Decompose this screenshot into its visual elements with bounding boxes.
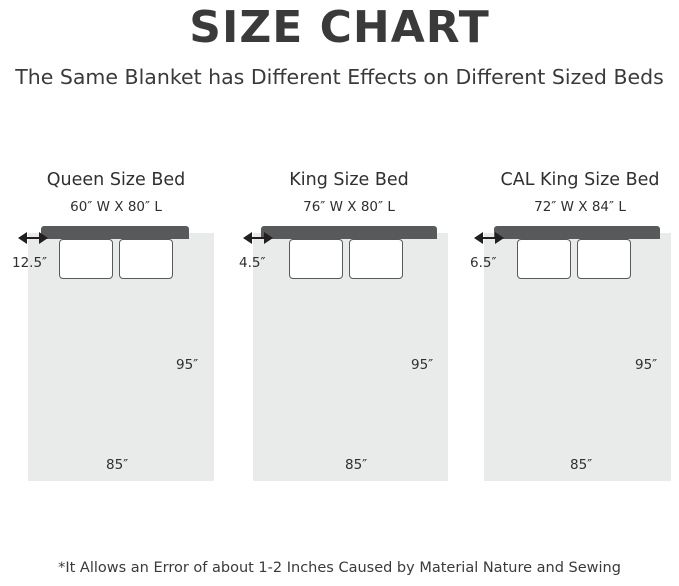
blanket-width-label: 85″ xyxy=(570,457,593,473)
bed-dimensions: 76″ W X 80″ L xyxy=(303,199,395,215)
blanket-width-label: 85″ xyxy=(345,457,368,473)
footnote: *It Allows an Error of about 1-2 Inches Caused by Material Nature and Sewing xyxy=(58,560,621,576)
overhang-label: 6.5″ xyxy=(470,255,497,271)
bed-name: CAL King Size Bed xyxy=(500,170,660,190)
pillow-left xyxy=(59,239,113,279)
blanket-length-label: 95″ xyxy=(411,357,434,373)
bed-name: Queen Size Bed xyxy=(46,170,186,190)
overhang-label: 4.5″ xyxy=(239,255,266,271)
headboard xyxy=(494,226,660,239)
overhang-label: 12.5″ xyxy=(12,255,48,271)
bed-name: King Size Bed xyxy=(289,170,409,190)
page-subtitle: The Same Blanket has Different Effects on Different Sized Beds xyxy=(15,65,664,89)
overhang-arrow-icon xyxy=(474,232,504,244)
pillow-right xyxy=(119,239,173,279)
blanket-length-label: 95″ xyxy=(635,357,658,373)
headboard xyxy=(41,226,189,239)
bed-panel-king xyxy=(239,160,459,500)
bed-panel-queen xyxy=(6,160,226,500)
pillow-right xyxy=(349,239,403,279)
page-title: SIZE CHART xyxy=(189,2,490,53)
bed-dimensions: 60″ W X 80″ L xyxy=(70,199,162,215)
blanket-width-label: 85″ xyxy=(106,457,129,473)
overhang-arrow-icon xyxy=(18,232,48,244)
overhang-arrow-icon xyxy=(243,232,273,244)
bed-panel-cal-king xyxy=(470,160,679,500)
pillow-right xyxy=(577,239,631,279)
pillow-left xyxy=(289,239,343,279)
pillow-left xyxy=(517,239,571,279)
headboard xyxy=(261,226,437,239)
blanket-length-label: 95″ xyxy=(176,357,199,373)
bed-dimensions: 72″ W X 84″ L xyxy=(534,199,626,215)
